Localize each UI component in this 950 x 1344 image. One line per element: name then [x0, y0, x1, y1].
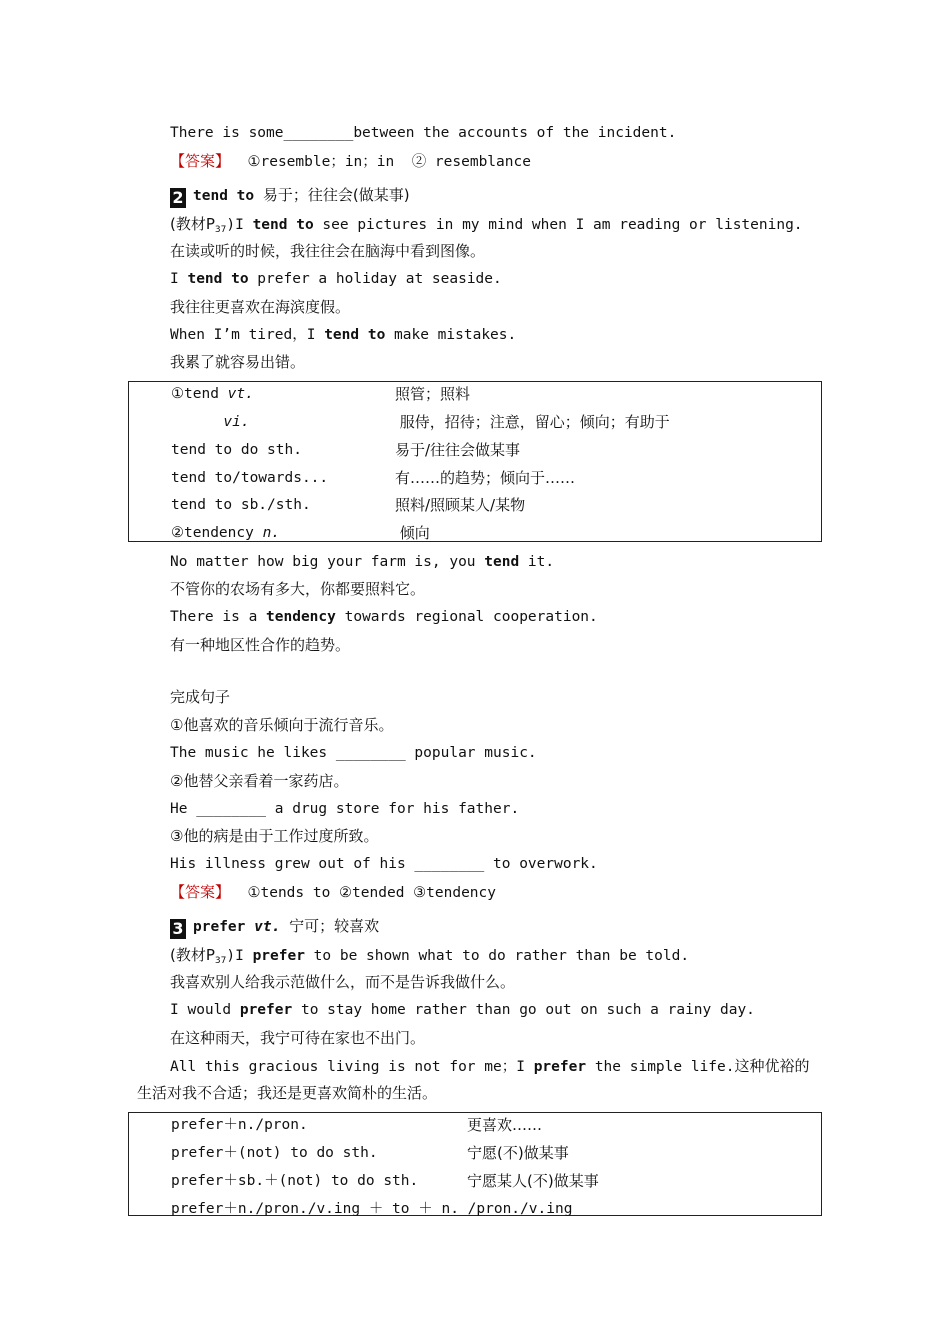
answer-tag: 【答案】	[170, 152, 231, 170]
s3-example-3-translation-cont: 生活对我不合适；我还是更喜欢简朴的生活。	[137, 1084, 438, 1102]
s2-example-4-translation: 不管你的农场有多大，你都要照料它。	[170, 580, 426, 598]
table-row: vi.	[223, 414, 250, 430]
s3-heading	[170, 916, 379, 939]
s2-example-1: (教材$P_{37})I$ tend to see pictures in my mind when I am reading or listening.	[170, 215, 803, 235]
keyword: prefer	[252, 948, 305, 964]
s2-example-4: No matter how big your farm is, you tend it.	[170, 554, 555, 570]
keyword: prefer	[533, 1059, 587, 1075]
s2-usage-table	[128, 381, 822, 542]
table-row-meaning: 宁愿某人(不)做某事	[467, 1172, 599, 1190]
table-row: prefer＋n./pron./v.ing ＋ to ＋ n. /pron./v.ing	[171, 1201, 573, 1217]
table-row: tend to do sth.	[171, 442, 302, 458]
s3-example-1: (教材$P_{37})I$ prefer to be shown what to do rather than be told.	[170, 946, 690, 966]
section-number-badge: 3	[170, 919, 186, 939]
s3-example-2-translation: 在这种雨天，我宁可待在家也不出门。	[170, 1029, 426, 1047]
head-word: prefer	[193, 919, 246, 935]
head-meaning: 宁可；较喜欢	[289, 917, 380, 935]
exercise-q1-chinese: ①他喜欢的音乐倾向于流行音乐。	[170, 716, 394, 734]
table-row-meaning: 照管；照料	[395, 385, 471, 403]
s2-example-3-translation: 我累了就容易出错。	[170, 353, 306, 371]
head-pos: vt.	[254, 919, 281, 935]
answer-text: ①resemble；in；in ② resemblance	[247, 154, 531, 170]
keyword: tend to	[187, 271, 249, 287]
s2-example-5-translation: 有一种地区性合作的趋势。	[170, 636, 351, 654]
keyword: tend to	[324, 327, 386, 343]
table-row-meaning: 有……的趋势；倾向于……	[395, 469, 576, 487]
s3-usage-table	[128, 1112, 822, 1216]
table-row-meaning: 服侍，招待；注意，留心；倾向；有助于	[395, 413, 670, 431]
exercise-q3-chinese: ③他的病是由于工作过度所致。	[170, 827, 379, 845]
keyword: tend to	[252, 217, 314, 233]
head-word: tend to	[193, 188, 255, 204]
table-row-meaning: 倾向	[395, 524, 430, 542]
exercise-q2-chinese: ②他替父亲看着一家药店。	[170, 772, 349, 790]
s3-example-2: I would prefer to stay home rather than go out on such a rainy day.	[170, 1002, 755, 1018]
s2-example-5: There is a tendency towards regional cooperation.	[170, 609, 598, 625]
table-row: ①tend vt.	[171, 386, 254, 402]
s2-example-2: I tend to prefer a holiday at seaside.	[170, 271, 502, 287]
keyword: prefer	[239, 1002, 293, 1018]
table-row: prefer＋sb.＋(not) to do sth.	[171, 1173, 419, 1189]
s3-example-1-translation: 我喜欢别人给我示范做什么，而不是告诉我做什么。	[170, 973, 516, 991]
s2-example-1-translation: 在读或听的时候，我往往会在脑海中看到图像。	[170, 242, 486, 260]
s2-heading	[170, 185, 410, 208]
head-meaning: 易于；往往会(做某事)	[262, 186, 410, 204]
s2-example-2-translation: 我往往更喜欢在海滨度假。	[170, 298, 351, 316]
table-row-meaning: 更喜欢……	[467, 1116, 543, 1134]
section-number-badge: 2	[170, 188, 186, 208]
table-row-meaning: 宁愿(不)做某事	[467, 1144, 569, 1162]
table-row: ②tendency n.	[171, 525, 281, 541]
s2-answer-line	[170, 882, 496, 903]
s3-example-3: All this gracious living is not for me；I prefer the simple life.这种优裕的	[170, 1057, 810, 1075]
table-row: prefer＋(not) to do sth.	[171, 1145, 378, 1161]
keyword: tend	[484, 554, 520, 570]
s2-example-3: When I’m tired，I tend to make mistakes.	[170, 327, 517, 343]
answer-text: ①tends to ②tended ③tendency	[247, 885, 496, 901]
exercise-q1-english: The music he likes ________ popular music.	[170, 745, 537, 761]
table-row-meaning: 照料/照顾某人/某物	[395, 496, 526, 514]
answer-tag: 【答案】	[170, 883, 231, 901]
table-row: tend to sb./sth.	[171, 497, 311, 513]
exercise-q2-english: He ________ a drug store for his father.	[170, 801, 520, 817]
s1-sentence: There is some________between the accounts of the incident.	[170, 125, 677, 141]
table-row: prefer＋n./pron.	[171, 1117, 308, 1133]
table-row-meaning: 易于/往往会做某事	[395, 441, 521, 459]
keyword: tendency	[266, 609, 336, 625]
exercise-title: 完成句子	[170, 688, 231, 706]
table-row: tend to/towards...	[171, 470, 329, 486]
s1-answer-line	[170, 151, 531, 172]
exercise-q3-english: His illness grew out of his ________ to overwork.	[170, 856, 598, 872]
